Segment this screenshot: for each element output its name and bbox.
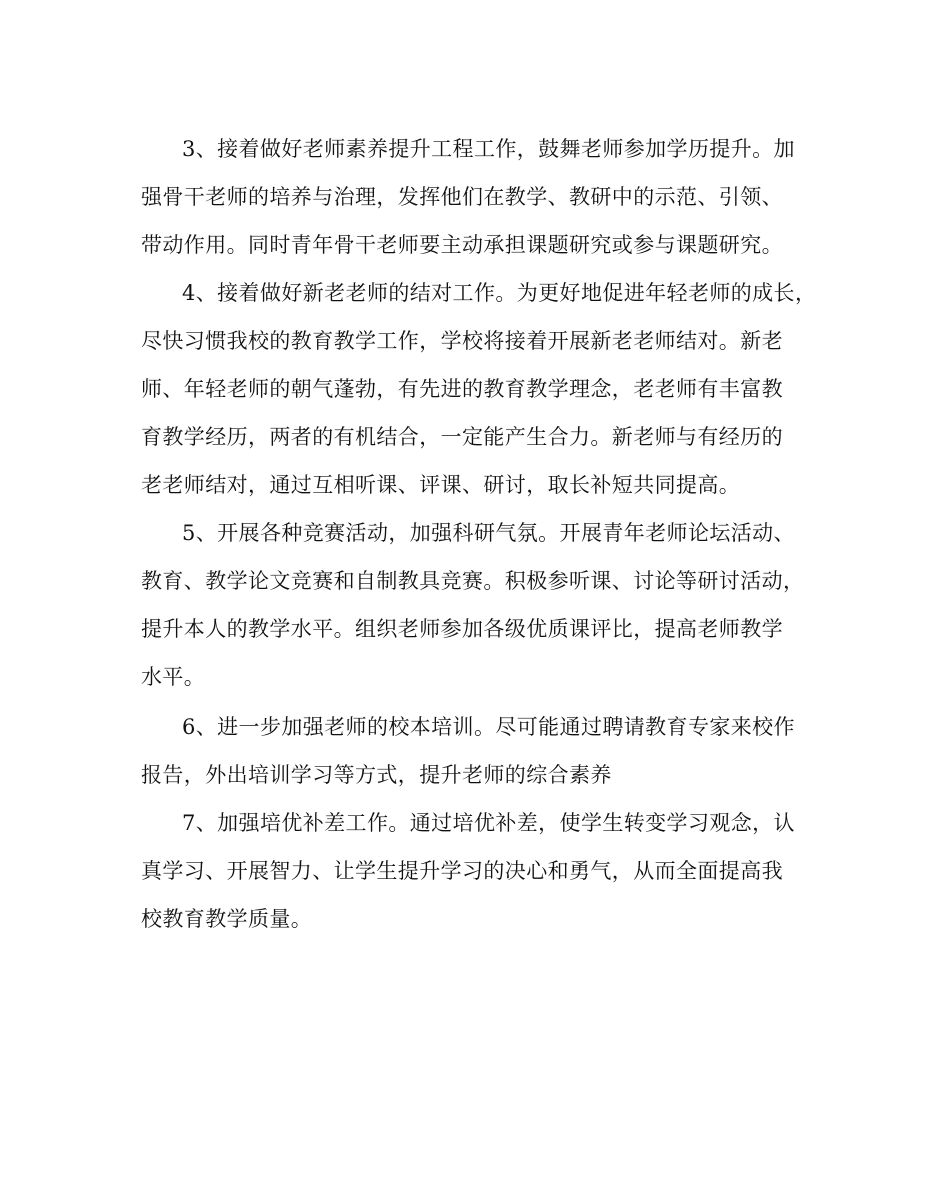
paragraph-3-line-2: 强骨干老师的培养与治理，发挥他们在教学、教研中的示范、引领、 <box>141 185 783 209</box>
paragraph-5-line-1: 5、开展各种竞赛活动，加强科研气氛。开展青年老师论坛活动、 <box>182 521 795 545</box>
paragraph-4-line-5: 老老师结对，通过互相听课、评课、研讨，取长补短共同提高。 <box>141 473 741 497</box>
paragraph-4-line-4: 育教学经历，两者的有机结合，一定能产生合力。新老师与有经历的 <box>141 425 783 449</box>
paragraph-4-line-2: 尽快习惯我校的教育教学工作，学校将接着开展新老老师结对。新老 <box>141 329 783 353</box>
paragraph-4-line-1: 4、接着做好新老老师的结对工作。为更好地促进年轻老师的成长， <box>182 281 817 305</box>
paragraph-5-line-3: 提升本人的教学水平。组织老师参加各级优质课评比，提高老师教学 <box>141 617 783 641</box>
paragraph-4-line-3: 师、年轻老师的朝气蓬勃，有先进的教育教学理念，老老师有丰富教 <box>141 377 783 401</box>
paragraph-3-line-3: 带动作用。同时青年骨干老师要主动承担课题研究或参与课题研究。 <box>141 233 783 257</box>
paragraph-5-line-4: 水平。 <box>141 665 206 689</box>
paragraph-5-line-2: 教育、教学论文竞赛和自制教具竞赛。积极参听课、讨论等研讨活动， <box>141 569 805 593</box>
paragraph-7-line-1: 7、加强培优补差工作。通过培优补差，使学生转变学习观念，认 <box>182 811 795 835</box>
paragraph-3-line-1: 3、接着做好老师素养提升工程工作，鼓舞老师参加学历提升。加 <box>182 137 795 161</box>
paragraph-7-line-3: 校教育教学质量。 <box>141 907 313 931</box>
paragraph-6-line-2: 报告，外出培训学习等方式，提升老师的综合素养 <box>141 763 612 787</box>
paragraph-7-line-2: 真学习、开展智力、让学生提升学习的决心和勇气，从而全面提高我 <box>141 859 783 883</box>
paragraph-6-line-1: 6、进一步加强老师的校本培训。尽可能通过聘请教育专家来校作 <box>182 715 795 739</box>
